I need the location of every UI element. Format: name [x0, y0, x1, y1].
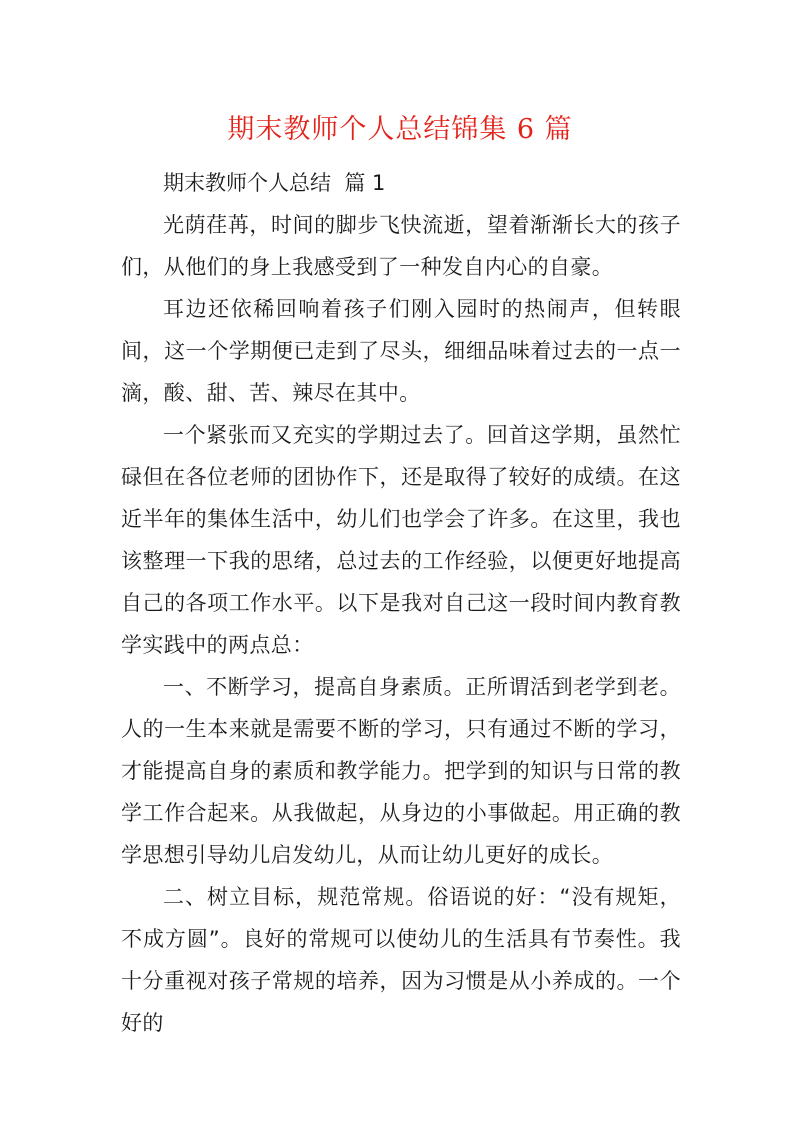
section-heading: 期末教师个人总结 篇 1 [163, 171, 386, 195]
document-body [121, 162, 681, 1044]
paragraph-2: 耳边还依稀回响着孩子们刚入园时的热闹声，但转眼间，这一个学期便已走到了尽头，细细品味着过去的一点一滴，酸、甜、苦、辣尽在其中。 [121, 297, 681, 405]
paragraph-3: 一个紧张而又充实的学期过去了。回首这学期，虽然忙碌但在各位老师的团协作下，还是取得了较好的成绩。在这近半年的集体生活中，幼儿们也学会了许多。在这里，我也该整理一下我的思绪，总过去的工作经验，以便更好地提高自己的各项工作水平。以下是我对自己这一段时间内教育教学实践中的两点总： [121, 423, 681, 657]
document-title: 期末教师个人总结锦集 6 篇 [227, 114, 573, 145]
paragraph-1: 光荫荏苒，时间的脚步飞快流逝，望着渐渐长大的孩子们，从他们的身上我感受到了一种发自内心的自豪。 [121, 213, 681, 279]
paragraph-5: 二、树立目标，规范常规。俗语说的好：“没有规矩，不成方圆”。良好的常规可以使幼儿的生活具有节奏性。我十分重视对孩子常规的培养，因为习惯是从小养成的。一个好的 [121, 885, 681, 1035]
paragraph-4: 一、不断学习，提高自身素质。正所谓活到老学到老。人的一生本来就是需要不断的学习，只有通过不断的学习，才能提高自身的素质和教学能力。把学到的知识与日常的教学工作合起来。从我做起，从身边的小事做起。用正确的教学思想引导幼儿启发幼儿，从而让幼儿更好的成长。 [121, 675, 681, 867]
